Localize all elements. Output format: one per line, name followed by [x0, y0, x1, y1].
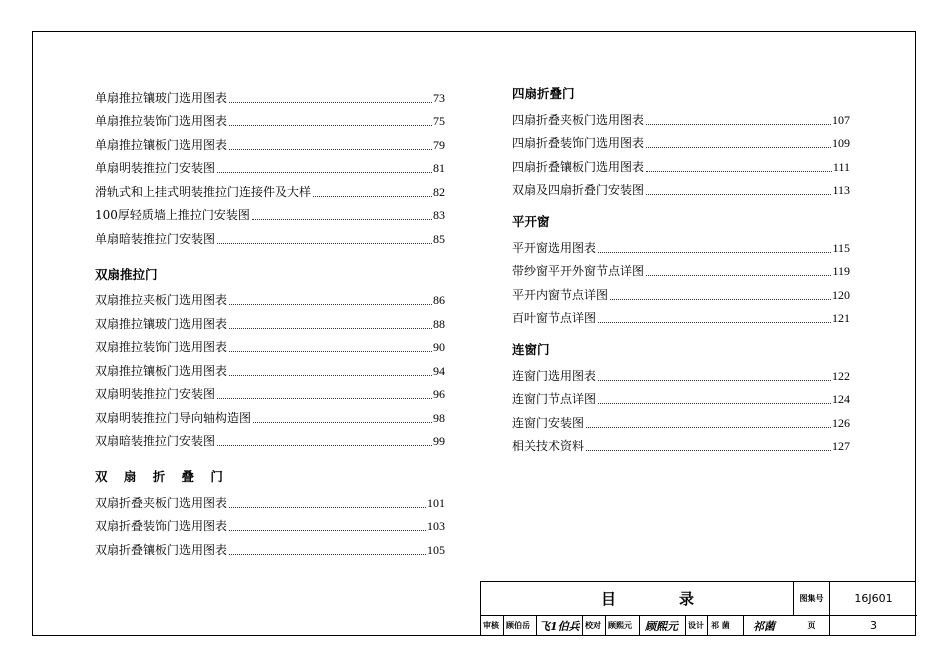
toc-entry[interactable]: 连窗门选用图表 122 [512, 368, 850, 383]
checker-name: 顾熙元 [608, 621, 632, 630]
toc-entry[interactable]: 平开内窗节点详图 120 [512, 287, 850, 302]
design-label: 设计 [688, 621, 704, 630]
toc-section [95, 466, 445, 559]
title-block [480, 581, 916, 636]
toc-entry[interactable]: 单扇暗装推拉门安装图 85 [95, 231, 445, 246]
section-title: 平开窗 [512, 214, 550, 229]
title-char-1: 目 [601, 590, 617, 608]
toc-section [512, 83, 850, 199]
toc-entry[interactable]: 单扇明装推拉门安装图 81 [95, 161, 445, 175]
checker-signature: 顾熙元 [645, 620, 678, 633]
toc-entry[interactable]: 双扇明装推拉门安装图 96 [95, 387, 445, 401]
toc-entry[interactable]: 双扇折叠镶板门选用图表 105 [95, 542, 445, 557]
signature-row [481, 616, 794, 635]
designer-signature: 祁菌 [753, 620, 775, 633]
toc-entry[interactable]: 相关技术资料 127 [512, 439, 850, 453]
reviewer-name: 顾伯岳 [506, 621, 530, 630]
reviewer-signature: 飞1伯兵 [539, 620, 580, 633]
toc-entry[interactable]: 双扇暗装推拉门安装图 99 [95, 434, 445, 448]
toc-entry[interactable]: 带纱窗平开外窗节点详图 119 [512, 264, 850, 278]
title-block-title [481, 582, 794, 616]
toc-entry[interactable]: 单扇推拉装饰门选用图表 75 [95, 114, 445, 128]
toc-entry[interactable]: 100厚轻质墙上推拉门安装图 83 [95, 208, 445, 222]
toc-section [95, 83, 445, 248]
toc-entry[interactable]: 百叶窗节点详图 121 [512, 311, 850, 325]
toc-entry[interactable]: 四扇折叠装饰门选用图表 109 [512, 136, 850, 150]
toc-right-column [512, 83, 850, 455]
toc-entry[interactable]: 双扇及四扇折叠门安装图 113 [512, 183, 850, 197]
section-title: 连窗门 [512, 342, 550, 357]
toc-section [95, 264, 445, 451]
toc-entry[interactable]: 单扇推拉镶玻门选用图表 73 [95, 90, 445, 105]
review-label: 审核 [483, 621, 499, 630]
designer-name: 祁 菌 [711, 621, 730, 630]
toc-entry[interactable]: 四扇折叠夹板门选用图表 107 [512, 112, 850, 127]
toc-entry[interactable]: 平开窗选用图表 115 [512, 240, 850, 255]
toc-entry[interactable]: 双扇推拉镶板门选用图表 94 [95, 363, 445, 378]
toc-section [512, 339, 850, 455]
page-label: 页 [794, 616, 830, 635]
toc-entry[interactable]: 双扇推拉装饰门选用图表 90 [95, 340, 445, 354]
page-number: 3 [870, 619, 877, 632]
toc-entry[interactable]: 双扇明装推拉门导向轴构造图 98 [95, 410, 445, 425]
section-title: 四扇折叠门 [512, 86, 575, 101]
section-title: 双 扇 折 叠 门 [95, 469, 229, 484]
toc-entry[interactable]: 连窗门节点详图 124 [512, 392, 850, 406]
toc-entry[interactable]: 双扇折叠装饰门选用图表 103 [95, 519, 445, 533]
toc-section [512, 211, 850, 327]
toc-entry[interactable]: 连窗门安装图 126 [512, 415, 850, 430]
check-label: 校对 [585, 621, 601, 630]
section-title: 双扇推拉门 [95, 266, 158, 282]
toc-entry[interactable]: 单扇推拉镶板门选用图表 79 [95, 137, 445, 152]
toc-left-column [95, 83, 445, 559]
title-char-2: 录 [679, 590, 695, 608]
atlas-number: 16J601 [830, 582, 917, 616]
toc-entry[interactable]: 双扇推拉夹板门选用图表 86 [95, 293, 445, 307]
toc-entry[interactable]: 双扇推拉镶玻门选用图表 88 [95, 316, 445, 331]
toc-entry[interactable]: 四扇折叠镶板门选用图表 111 [512, 159, 850, 174]
toc-entry[interactable]: 滑轨式和上挂式明装推拉门连接件及大样 82 [95, 184, 445, 199]
toc-entry[interactable]: 双扇折叠夹板门选用图表 101 [95, 495, 445, 510]
atlas-label: 图集号 [794, 582, 830, 616]
